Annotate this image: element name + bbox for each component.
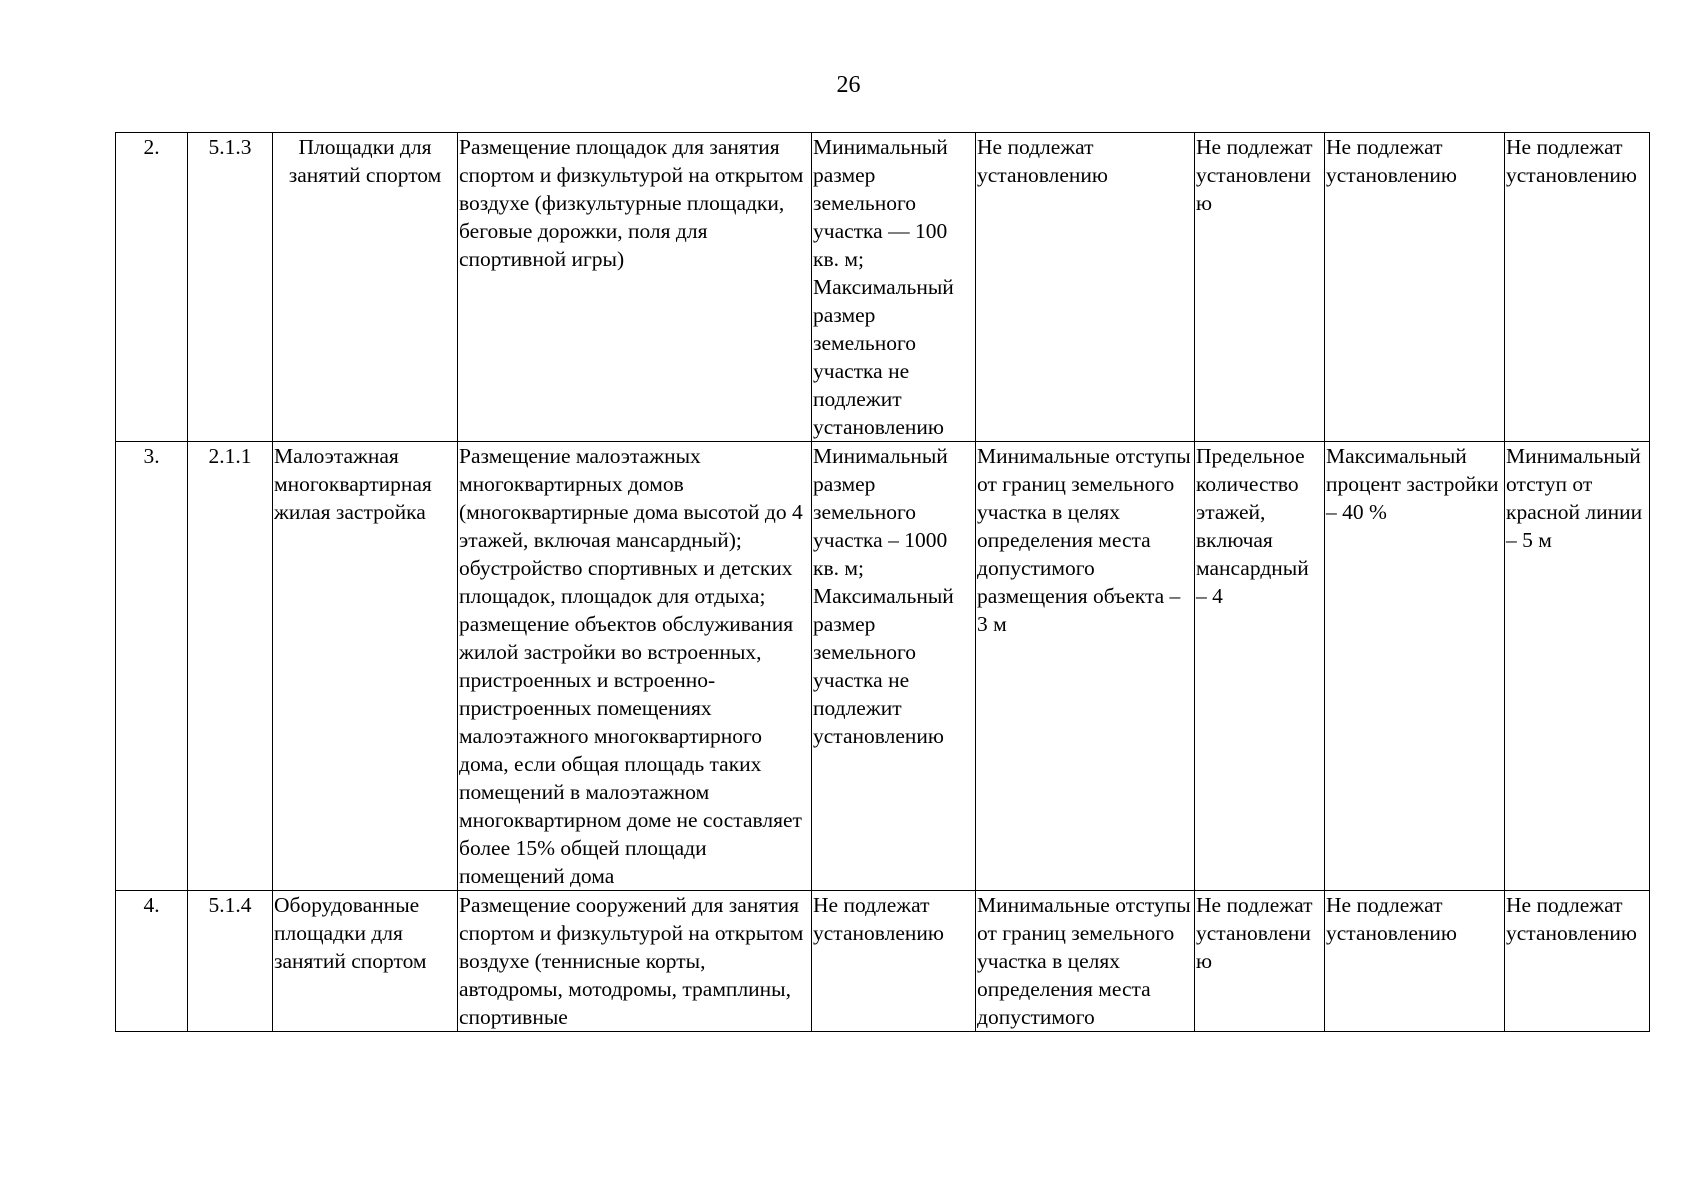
table-row — [116, 891, 1650, 1032]
row-number: 4. — [116, 891, 188, 1032]
row-number: 2. — [116, 133, 188, 442]
floor-limits: Предельное количество этажей, включая мансардный – 4 — [1195, 442, 1325, 891]
red-line-limits: Не подлежат установлению — [1505, 891, 1650, 1032]
use-code: 5.1.4 — [188, 891, 273, 1032]
table-row — [116, 133, 1650, 442]
setback-limits: Не подлежат установлению — [976, 133, 1195, 442]
plot-size-limits: Минимальный размер земельного участка – 1000 кв. м; Максимальный размер земельного участка не подлежит установлению — [812, 442, 976, 891]
use-description: Размещение сооружений для занятия спортом и физкультурой на открытом воздухе (теннисные корты, автодромы, мотодромы, трамплины, спортивные — [458, 891, 812, 1032]
table-row — [116, 442, 1650, 891]
coverage-limits: Не подлежат установлению — [1325, 133, 1505, 442]
red-line-limits: Минимальный отступ от красной линии – 5 м — [1505, 442, 1650, 891]
use-name: Оборудованные площадки для занятий спортом — [273, 891, 458, 1032]
use-description: Размещение малоэтажных многоквартирных домов (многоквартирные дома высотой до 4 этажей, включая мансардный); обустройство спортивных и детских площадок, площадок для отдыха; размещение объектов обслуживания жилой застройки во встроенных, пристроенных и встроенно-пристроенных помещениях малоэтажного многоквартирного дома, если общая площадь таких помещений в малоэтажном многоквартирном доме не составляет более 15% общей площади помещений дома — [458, 442, 812, 891]
use-name: Площадки для занятий спортом — [273, 133, 458, 442]
use-description: Размещение площадок для занятия спортом и физкультурой на открытом воздухе (физкультурные площадки, беговые дорожки, поля для спортивной игры) — [458, 133, 812, 442]
floor-limits: Не подлежат установлению — [1195, 133, 1325, 442]
plot-size-limits: Не подлежат установлению — [812, 891, 976, 1032]
red-line-limits: Не подлежат установлению — [1505, 133, 1650, 442]
floor-limits: Не подлежат установлению — [1195, 891, 1325, 1032]
use-code: 5.1.3 — [188, 133, 273, 442]
use-code: 2.1.1 — [188, 442, 273, 891]
plot-size-limits: Минимальный размер земельного участка — 100 кв. м; Максимальный размер земельного участка не подлежит установлению — [812, 133, 976, 442]
regulations-table — [115, 132, 1650, 1032]
setback-limits: Минимальные отступы от границ земельного участка в целях определения места допустимого размещения объекта – 3 м — [976, 442, 1195, 891]
use-name: Малоэтажная многоквартирная жилая застройка — [273, 442, 458, 891]
row-number: 3. — [116, 442, 188, 891]
page-number: 26 — [836, 72, 861, 98]
coverage-limits: Не подлежат установлению — [1325, 891, 1505, 1032]
setback-limits: Минимальные отступы от границ земельного участка в целях определения места допустимого — [976, 891, 1195, 1032]
coverage-limits: Максимальный процент застройки – 40 % — [1325, 442, 1505, 891]
